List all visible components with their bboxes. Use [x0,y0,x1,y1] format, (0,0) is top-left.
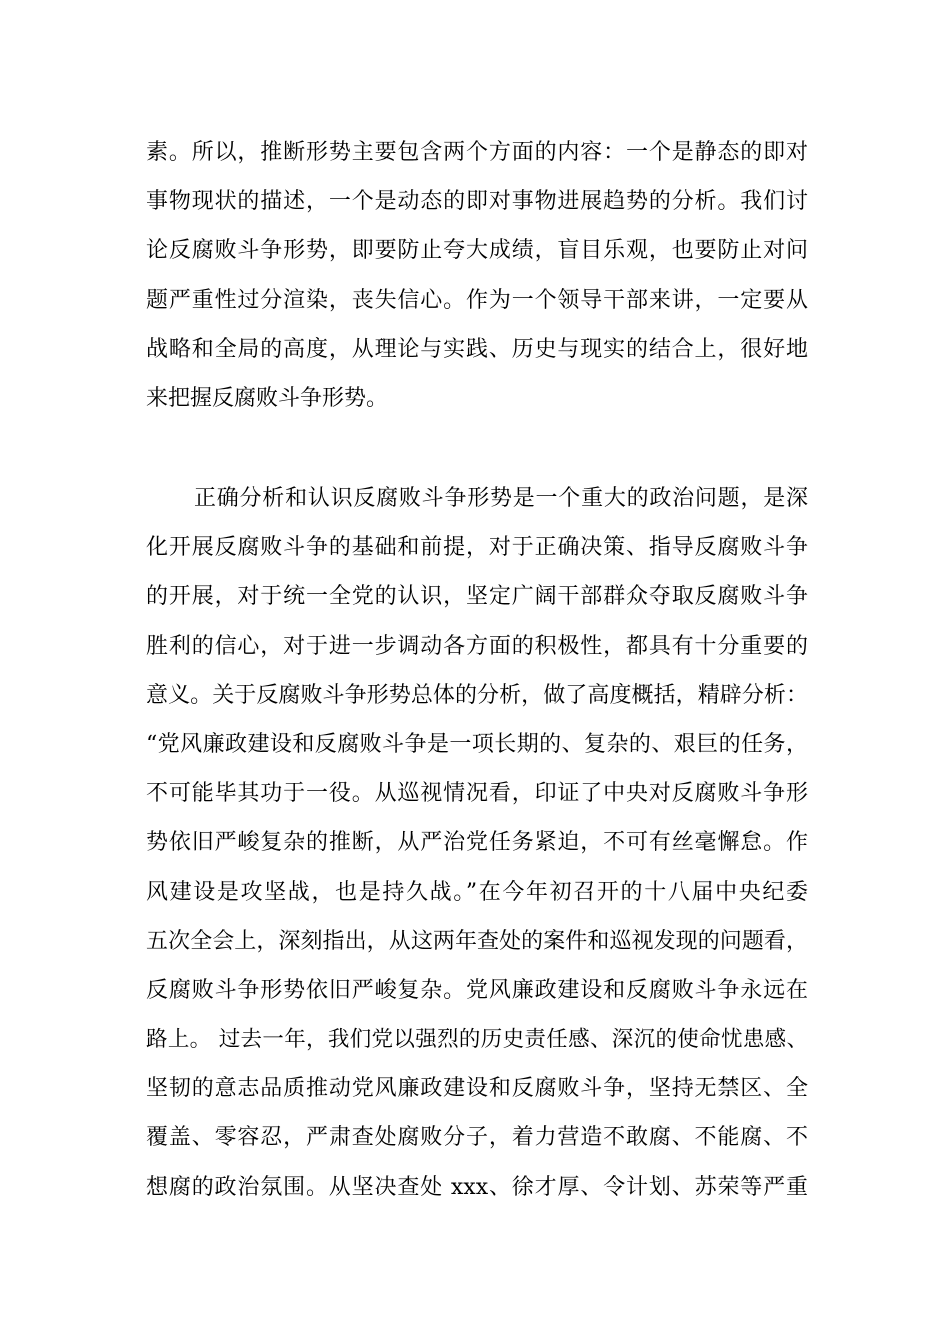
text-line: 想腐的政治氛围。从坚决查处 xxx、徐才厚、令计划、苏荣等严重 [146,1174,808,1200]
text-line: 题严重性过分渲染，丧失信心。作为一个领导干部来讲，一定要从 [146,287,808,313]
text-line: 五次全会上，深刻指出，从这两年查处的案件和巡视发现的问题看， [146,928,808,954]
text-line: 化开展反腐败斗争的基础和前提，对于正确决策、指导反腐败斗争 [146,535,808,561]
text-line: 的开展，对于统一全党的认识，坚定广阔干部群众夺取反腐败斗争 [146,584,808,610]
text-line: 正确分析和认识反腐败斗争形势是一个重大的政治问题，是深 [194,486,808,511]
text-line: 不可能毕其功于一役。从巡视情况看，印证了中央对反腐败斗争形 [146,781,808,807]
text-line: 来把握反腐败斗争形势。 [146,385,389,411]
text-line: 战略和全局的高度，从理论与实践、历史与现实的结合上，很好地 [146,336,808,362]
text-line: 论反腐败斗争形势，即要防止夸大成绩，盲目乐观，也要防止对问 [146,238,808,264]
text-line: 路上。 过去一年，我们党以强烈的历史责任感、深沉的使命忧患感、 [146,1027,808,1053]
paragraph-2 [146,474,808,1212]
text-line: 素。所以，推断形势主要包含两个方面的内容：一个是静态的即对 [146,140,808,165]
text-line: 事物现状的描述，一个是动态的即对事物进展趋势的分析。我们讨 [146,189,808,215]
paragraph-1 [146,128,808,423]
text-line: 意义。关于反腐败斗争形势总体的分析，做了高度概括，精辟分析： [146,682,808,708]
text-line: 反腐败斗争形势依旧严峻复杂。党风廉政建设和反腐败斗争永远在 [146,977,808,1003]
text-line: 覆盖、零容忍，严肃查处腐败分子，着力营造不敢腐、不能腐、不 [146,1125,808,1151]
text-line: 胜利的信心，对于进一步调动各方面的积极性，都具有十分重要的 [146,633,808,659]
text-line: 风建设是攻坚战，也是持久战。”在今年初召开的十八届中央纪委 [146,879,808,905]
text-line: 坚韧的意志品质推动党风廉政建设和反腐败斗争，坚持无禁区、全 [146,1076,808,1102]
text-line: 势依旧严峻复杂的推断，从严治党任务紧迫，不可有丝毫懈怠。作 [146,830,808,856]
text-line: “党风廉政建设和反腐败斗争是一项长期的、复杂的、艰巨的任务， [146,731,808,757]
